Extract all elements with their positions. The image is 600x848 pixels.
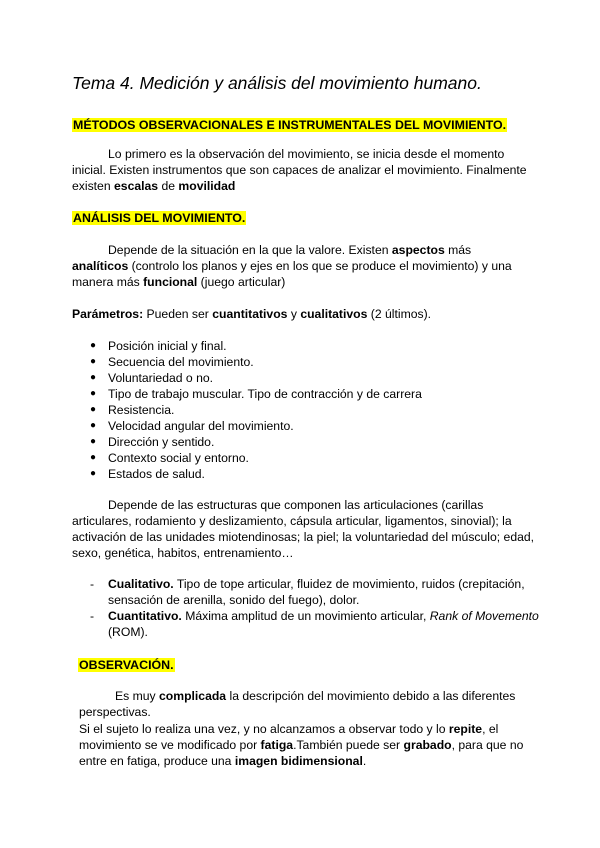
bold-funcional: funcional <box>143 275 198 289</box>
bold-imagen-bidimensional: imagen bidimensional <box>234 754 363 768</box>
list-item-cuantitativo: - Cuantitativo. Máxima amplitud de un movimiento articular, Rank of Movemento (ROM). <box>90 609 539 639</box>
section-heading-metodos <box>72 117 507 133</box>
section-heading-analisis <box>72 210 246 226</box>
bold-parametros: Parámetros: <box>72 307 144 321</box>
dash-marker-icon: - <box>90 609 95 623</box>
paragraph-complicada: Es muy complicada la descripción del movimiento debido a las diferentes perspectivas. <box>79 689 516 719</box>
bullet-dot-icon: ● <box>90 468 97 479</box>
heading-highlight: MÉTODOS OBSERVACIONALES E INSTRUMENTALES DEL MOVIMIENTO. <box>73 118 507 132</box>
document-title: Tema 4. Medición y análisis del movimiento humano. <box>72 73 482 93</box>
bold-cualitativos: cualitativos <box>300 307 368 321</box>
section-heading-observacion <box>78 657 175 673</box>
bold-complicada: complicada <box>159 689 227 703</box>
list-item-cualitativo: - Cualitativo. Tipo de tope articular, fluidez de movimiento, ruidos (crepitación, sensación de arenilla, sonido del fuego), dolor. <box>90 577 525 607</box>
paragraph-estructuras: Depende de las estructuras que componen las articulaciones (carillas articulares, rodamiento y deslizamiento, cápsula articular, ligamentos, sinovial); la activación de las unidades miotendinosas; la piel; la voluntariedad del músculo; edad, sexo, genética, habitos, entrenamiento… <box>72 498 535 560</box>
bold-grabado: grabado <box>403 738 452 752</box>
paragraph-repite: Si el sujeto lo realiza una vez, y no alcanzamos a observar todo y lo repite, el movimiento se ve modificado por fatiga.También puede ser grabado, para que no entre en fatiga, produce una imagen bidimensional. <box>79 722 524 768</box>
list-item: ● Tipo de trabajo muscular. Tipo de contracción y de carrera <box>90 387 422 401</box>
bold-aspectos: aspectos <box>391 243 445 257</box>
bullet-dot-icon: ● <box>90 404 97 415</box>
bold-escalas: escalas <box>114 179 159 193</box>
bullet-dot-icon: ● <box>90 452 97 463</box>
bold-fatiga: fatiga <box>260 738 294 752</box>
italic-rank-of-movemento: Rank of Movemento <box>429 609 539 623</box>
list-item: ● Secuencia del movimiento. <box>90 355 254 369</box>
dash-marker-icon: - <box>90 577 95 591</box>
bold-analiticos: analíticos <box>72 259 129 273</box>
list-item: ● Dirección y sentido. <box>90 435 215 449</box>
paragraph-observacion-intro: Lo primero es la observación del movimiento, se inicia desde el momento inicial. Existen instrumentos que son capaces de analizar el movimiento. Finalmente existen escalas de movilidad <box>72 147 527 193</box>
bullet-dot-icon: ● <box>90 372 97 383</box>
bullet-dot-icon: ● <box>90 420 97 431</box>
list-item: ● Voluntariedad o no. <box>90 371 214 385</box>
list-item: ● Velocidad angular del movimiento. <box>90 419 294 433</box>
bold-cuantitativos: cuantitativos <box>212 307 288 321</box>
bold-movilidad: movilidad <box>178 179 236 193</box>
list-item: ● Posición inicial y final. <box>90 339 227 353</box>
paragraph-parametros: Parámetros: Pueden ser cuantitativos y cualitativos (2 últimos). <box>72 307 432 321</box>
heading-highlight: ANÁLISIS DEL MOVIMIENTO. <box>73 211 246 225</box>
heading-highlight: OBSERVACIÓN. <box>79 658 174 672</box>
bullet-dot-icon: ● <box>90 340 97 351</box>
list-item: ● Resistencia. <box>90 403 175 417</box>
bullet-dot-icon: ● <box>90 356 97 367</box>
bullet-dot-icon: ● <box>90 388 97 399</box>
parameter-list <box>90 338 560 482</box>
qualitative-quantitative-list <box>90 576 550 640</box>
list-item: ● Estados de salud. <box>90 467 205 481</box>
bullet-dot-icon: ● <box>90 436 97 447</box>
paragraph-analisis-intro: Depende de la situación en la que la valore. Existen aspectos más analíticos (controlo los planos y ejes en los que se produce el movimiento) y una manera más funcional (juego articular) <box>72 243 512 289</box>
bold-repite: repite <box>448 722 483 736</box>
list-item: ● Contexto social y entorno. <box>90 451 249 465</box>
